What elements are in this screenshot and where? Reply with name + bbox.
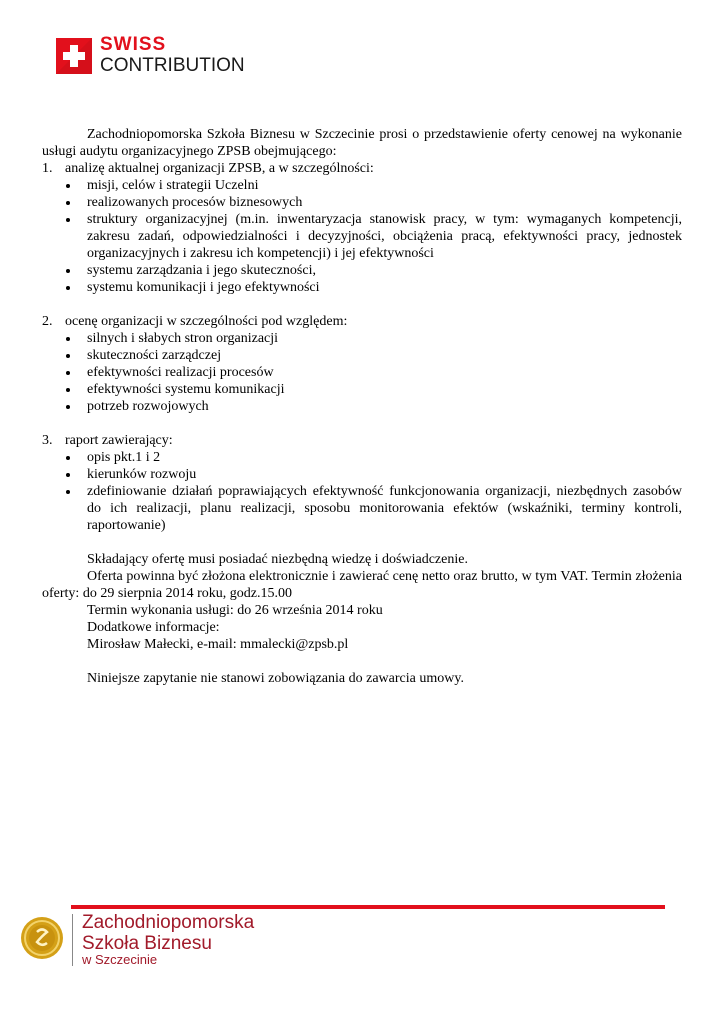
- offer-terms-text: Oferta powinna być złożona elektronicznie i zawierać cenę netto oraz brutto, w tym VAT. Termin złożenia oferty: do 29 sierpnia 2014 roku, godz.15.00: [42, 569, 682, 601]
- footer-school-name-1: Zachodniopomorska: [82, 912, 255, 933]
- deadline-text: Termin wykonania usługi: do 26 września 2014 roku: [87, 603, 383, 618]
- bullet-icon: [66, 184, 70, 188]
- footer-logo-divider: [72, 914, 73, 966]
- section-2: [42, 313, 682, 415]
- requirement-text: Składający ofertę musi posiadać niezbędną wiedzę i doświadczenie.: [87, 552, 468, 567]
- footer-divider: [71, 905, 665, 909]
- logo-swiss-text: SWISS: [100, 34, 167, 55]
- bullet-icon: [66, 337, 70, 341]
- section-number: 3.: [42, 433, 53, 448]
- list-item: opis pkt.1 i 2: [66, 449, 682, 466]
- list-item: misji, celów i strategii Uczelni: [66, 177, 682, 194]
- intro-paragraph: Zachodniopomorska Szkoła Biznesu w Szczecinie prosi o przedstawienie oferty cenowej na wykonanie usługi audytu organizacyjnego ZPSB obejmującego:: [42, 127, 682, 159]
- section-number: 1.: [42, 161, 53, 176]
- contact-text: Mirosław Małecki, e-mail: mmalecki@zpsb.pl: [87, 637, 349, 652]
- bullet-icon: [66, 473, 70, 477]
- bullet-icon: [66, 405, 70, 409]
- bullet-icon: [66, 218, 70, 222]
- list-item: systemu komunikacji i jego efektywności: [66, 279, 682, 296]
- list-item: efektywności systemu komunikacji: [66, 381, 682, 398]
- section-heading: analizę aktualnej organizacji ZPSB, a w szczególności:: [65, 161, 374, 176]
- zpsb-footer-logo: [20, 912, 260, 972]
- section-number: 2.: [42, 314, 53, 329]
- footer-school-name-2: Szkoła Biznesu: [82, 933, 212, 954]
- list-item: struktury organizacyjnej (m.in. inwentaryzacja stanowisk pracy, w tym: wymaganych kompetencji, zakresu zadań, odpowiedzialności i decyzyjności, obciążenia pracą, efektywności pracy, jednostek organizacyjnych i zakresu ich kompetencji) i jej efektywności: [66, 211, 682, 262]
- logo-contribution-text: CONTRIBUTION: [100, 55, 245, 76]
- section-3: [42, 432, 682, 534]
- list-item: kierunków rozwoju: [66, 466, 682, 483]
- bullet-icon: [66, 456, 70, 460]
- bullet-icon: [66, 388, 70, 392]
- section-heading: raport zawierający:: [65, 433, 173, 448]
- list-item: systemu zarządzania i jego skuteczności,: [66, 262, 682, 279]
- bullet-icon: [66, 490, 70, 494]
- footer-school-city: w Szczecinie: [82, 952, 158, 964]
- more-info-text: Dodatkowe informacje:: [87, 620, 220, 635]
- list-item: skuteczności zarządczej: [66, 347, 682, 364]
- bullet-icon: [66, 286, 70, 290]
- bullet-icon: [66, 201, 70, 205]
- disclaimer-text: Niniejsze zapytanie nie stanowi zobowiązania do zawarcia umowy.: [87, 671, 464, 686]
- section-heading: ocenę organizacji w szczególności pod względem:: [65, 314, 348, 329]
- swiss-contribution-logo: [56, 34, 256, 82]
- list-item: potrzeb rozwojowych: [66, 398, 682, 415]
- list-item: silnych i słabych stron organizacji: [66, 330, 682, 347]
- section-1: [42, 160, 682, 296]
- document-body: [42, 126, 682, 687]
- zpsb-seal-icon: [20, 916, 64, 960]
- bullet-icon: [66, 269, 70, 273]
- list-item: realizowanych procesów biznesowych: [66, 194, 682, 211]
- bullet-icon: [66, 354, 70, 358]
- bullet-icon: [66, 371, 70, 375]
- swiss-cross-logo-icon: [56, 38, 92, 74]
- list-item: efektywności realizacji procesów: [66, 364, 682, 381]
- list-item: zdefiniowanie działań poprawiających efektywność funkcjonowania organizacji, niezbędnych zasobów do ich realizacji, planu realizacji, sposobu monitorowania efektów (wskaźniki, terminy kontroli, raportowanie): [66, 483, 682, 534]
